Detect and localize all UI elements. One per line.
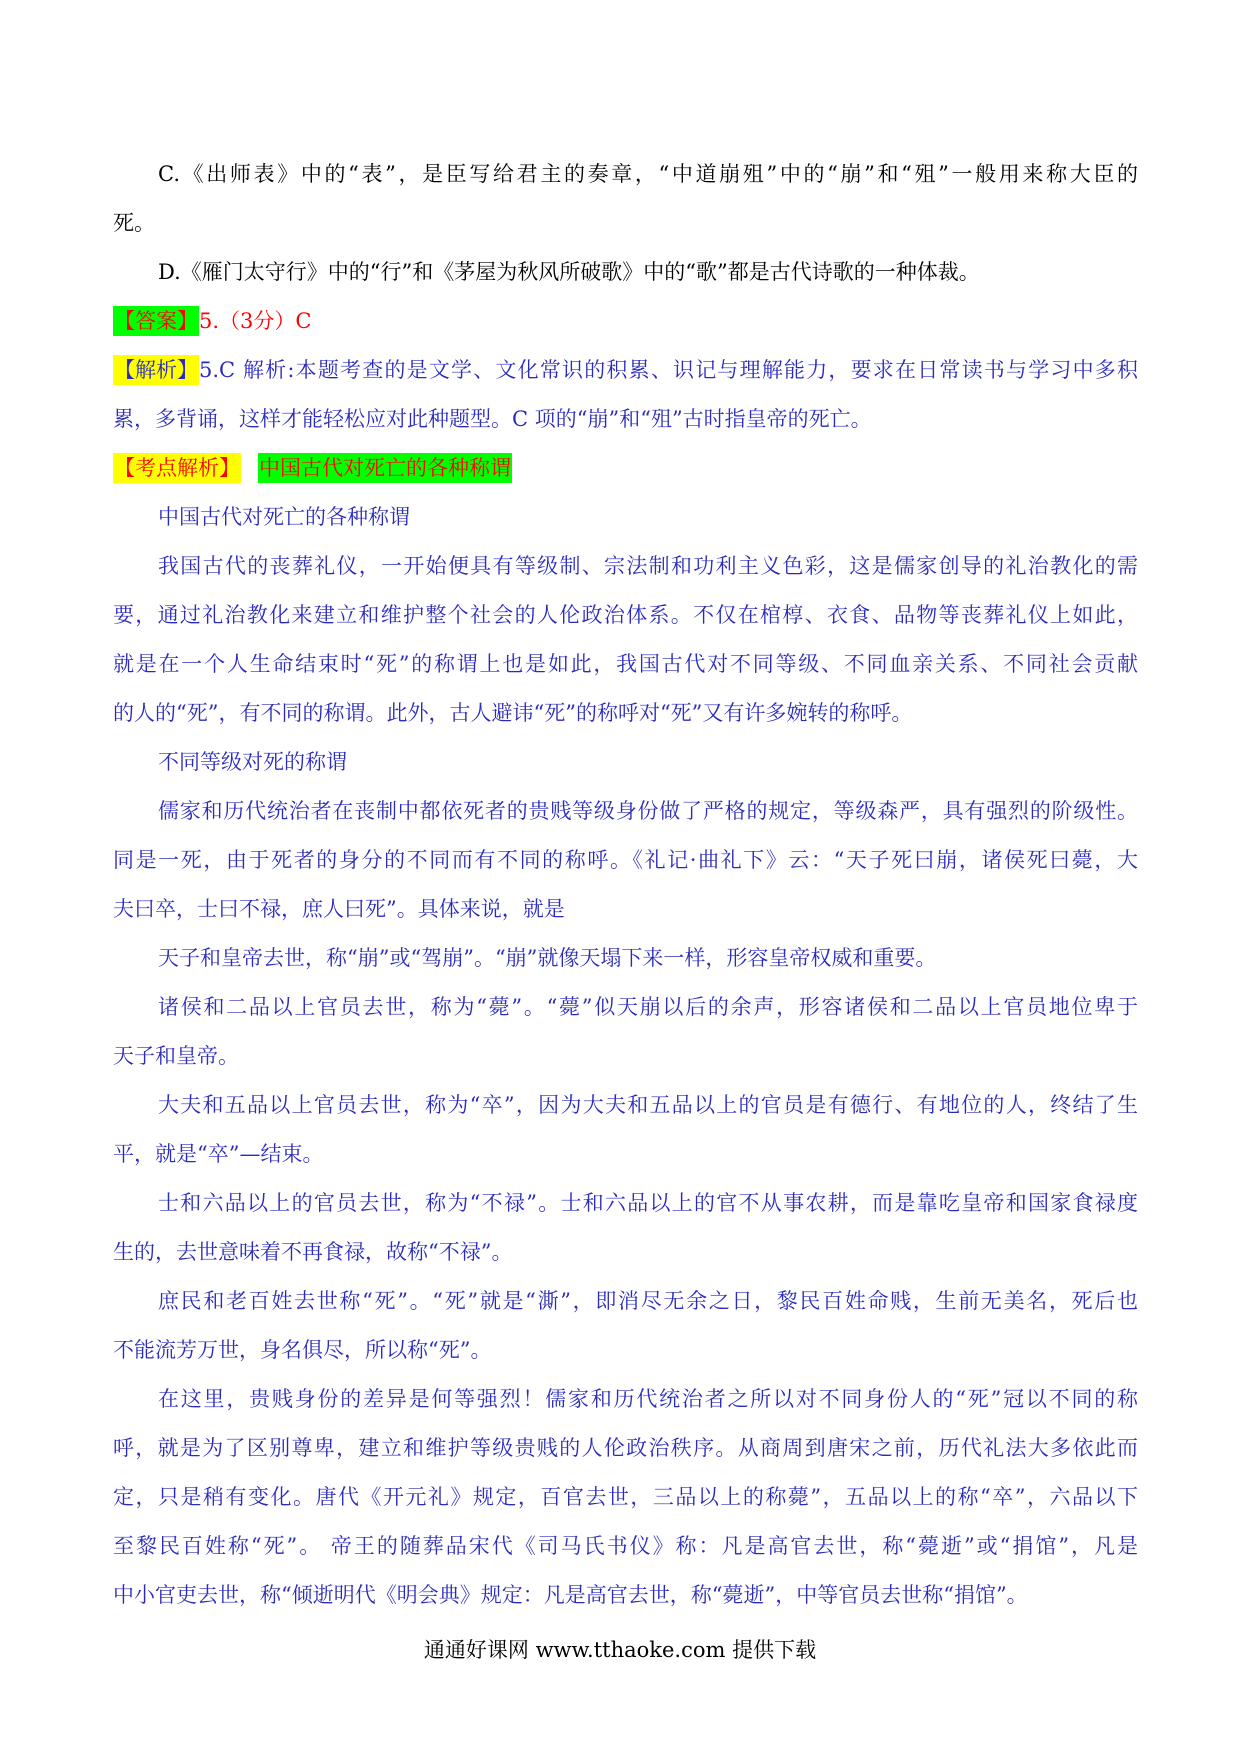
analysis-tag: 【解析】 <box>113 355 199 385</box>
text-line: 庶民和老百姓去世称“死”。“死”就是“澌”，即消尽无余之日，黎民百姓命贱，生前无美名，死后也 <box>158 1289 1138 1313</box>
article-subheading: 不同等级对死的称谓 <box>158 750 347 774</box>
text-line: 定，只是稍有变化。唐代《开元礼》规定，百官去世，三品以上的称薨”，五品以上的称“卒”，六品以下 <box>113 1485 1138 1509</box>
text-line: 呼，就是为了区别尊卑，建立和维护等级贵贱的人伦政治秩序。从商周到唐宋之前，历代礼法大多依此而 <box>113 1436 1138 1460</box>
document-body <box>113 150 1138 1620</box>
text-line: 至黎民百姓称“死”。 帝王的随葬品宋代《司马氏书仪》称：凡是高官去世，称“薨逝”或“捐馆”，凡是 <box>113 1534 1138 1558</box>
text-line: 诸侯和二品以上官员去世，称为“薨”。“薨”似天崩以后的余声，形容诸侯和二品以上官员地位卑于 <box>158 995 1138 1019</box>
option-d <box>113 248 1138 297</box>
paragraph-sixth-rank <box>113 1179 1138 1277</box>
answer-line <box>113 297 1138 346</box>
text-line: 在这里，贵贱身份的差异是何等强烈！儒家和历代统治者之所以对不同身份人的“死”冠以不同的称 <box>158 1387 1138 1411</box>
paragraph-nobles <box>113 983 1138 1081</box>
text-line: 就是在一个人生命结束时“死”的称谓上也是如此，我国古代对不同等级、不同血亲关系、不同社会贡献 <box>113 652 1138 676</box>
paragraph-conclusion <box>113 1375 1138 1620</box>
key-point-line <box>113 444 1138 493</box>
text-line: 同是一死，由于死者的身分的不同而有不同的称呼。《礼记·曲礼下》云：“天子死曰崩，诸侯死曰薨，大 <box>113 848 1138 872</box>
text-line: 生的，去世意味着不再食禄，故称“不禄”。 <box>113 1240 513 1264</box>
analysis-text: 5.C 解析:本题考查的是文学、文化常识的积累、识记与理解能力，要求在日常读书与学习中多积 <box>199 358 1138 382</box>
text-line: 不能流芳万世，身名俱尽，所以称“死”。 <box>113 1338 492 1362</box>
answer-text: 5.（3分）C <box>199 309 312 333</box>
option-c-line: 死。 <box>113 211 155 235</box>
text-line: 天子和皇帝去世，称“崩”或“驾崩”。“崩”就像天塌下来一样，形容皇帝权威和重要。 <box>158 946 937 970</box>
analysis-line: 累，多背诵，这样才能轻松应对此种题型。C 项的“崩”和“殂”古时指皇帝的死亡。 <box>113 407 872 431</box>
text-line: 儒家和历代统治者在丧制中都依死者的贵贱等级身份做了严格的规定，等级森严，具有强烈的阶级性。 <box>158 799 1138 823</box>
paragraph-fifth-rank <box>113 1081 1138 1179</box>
analysis-line <box>113 346 1138 395</box>
text-line: 要，通过礼治教化来建立和维护整个社会的人伦政治体系。不仅在棺椁、衣食、品物等丧葬礼仪上如此， <box>113 603 1138 627</box>
key-point-tag: 【考点解析】 <box>113 453 241 483</box>
paragraph-ranks <box>113 787 1138 934</box>
text-line: 我国古代的丧葬礼仪，一开始便具有等级制、宗法制和功利主义色彩，这是儒家创导的礼治教化的需 <box>158 554 1138 578</box>
text-line: 大夫和五品以上官员去世，称为“卒”，因为大夫和五品以上的官员是有德行、有地位的人，终结了生 <box>158 1093 1138 1117</box>
paragraph-emperor <box>113 934 1138 983</box>
paragraph-intro <box>113 542 1138 738</box>
text-line: 夫曰卒，士曰不禄，庶人曰死”。具体来说，就是 <box>113 897 565 921</box>
text-line: 天子和皇帝。 <box>113 1044 239 1068</box>
option-c <box>113 150 1138 248</box>
analysis <box>113 346 1138 444</box>
paragraph-commoners <box>113 1277 1138 1375</box>
option-c-line: C.《出师表》中的“表”，是臣写给君主的奏章，“中道崩殂”中的“崩”和“殂”一般用来称大臣的 <box>158 162 1138 186</box>
option-d-line: D.《雁门太守行》中的“行”和《茅屋为秋风所破歌》中的“歌”都是古代诗歌的一种体裁。 <box>158 260 980 284</box>
text-line: 士和六品以上的官员去世，称为“不禄”。士和六品以上的官不从事农耕，而是靠吃皇帝和国家食禄度 <box>158 1191 1138 1215</box>
page-footer: 通通好课网 www.tthaoke.com 提供下载 <box>423 1638 817 1662</box>
answer-tag: 【答案】 <box>113 306 199 336</box>
key-point-topic: 中国古代对死亡的各种称谓 <box>258 453 512 483</box>
article <box>113 493 1138 1620</box>
text-line: 平，就是“卒”—结束。 <box>113 1142 324 1166</box>
text-line: 中小官吏去世，称“倾逝明代《明会典》规定：凡是高官去世，称“薨逝”，中等官员去世称“捐馆”。 <box>113 1583 1028 1607</box>
article-title: 中国古代对死亡的各种称谓 <box>158 505 410 529</box>
text-line: 的人的“死”，有不同的称谓。此外，古人避讳“死”的称呼对“死”又有许多婉转的称呼。 <box>113 701 913 725</box>
